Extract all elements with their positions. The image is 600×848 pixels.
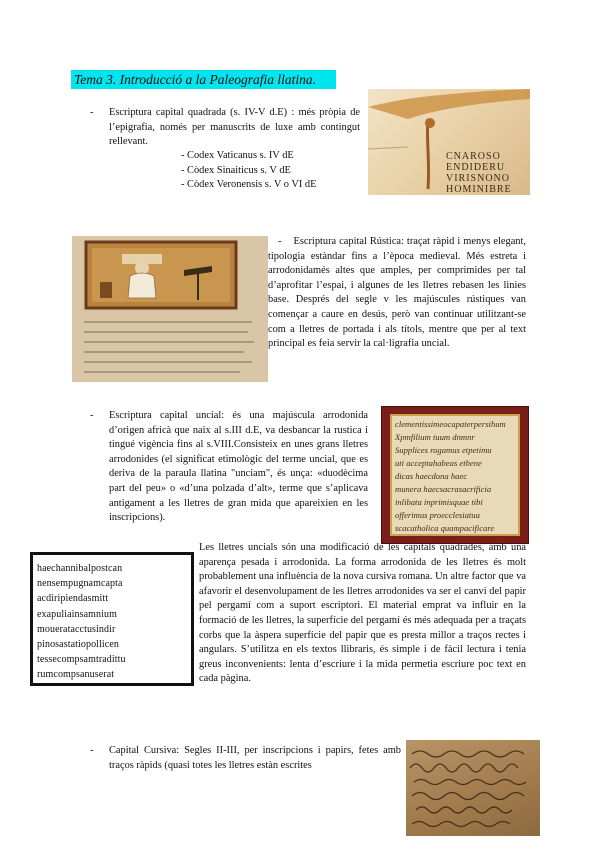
- capital-quadrada-image: [368, 89, 530, 195]
- quadrada-text: Escriptura capital quadrada (s. IV-V d.E) : més pròpia de l’epigrafia, només per manuscrits de luxe amb contingut rellevant.: [109, 107, 360, 148]
- text-wrap-spacer: [109, 541, 199, 686]
- uncial-continuation: Les lletres uncials són una modificació de les capitals quadrades, amb una aparença pesada i arrodonida. La forma arrodonida de les lletres és molt probablement una influència de la nova cursiva romana. Un altre factor que va afavorir el desenvolupament de les lletres arrodonides va ser el canvi del papir pel pergamí com a suport escriptori. El material emprat va influir en la formació de les lletres, la superfície del pergamí és més adequada per a traçats corbs que la àspera superfície del papir que es presta millor a traços rectes i angulars. S’utilitza en els textos llibraris, és simple i de fàcil lectura i tenia greus inconvenients: lenta d’escriure i la mida permetia escriure poc text en cada pàgina.: [109, 541, 526, 687]
- uncial-manuscript-image: [381, 406, 529, 544]
- cursiva-text: Capital Cursiva: Segles II-III, per inscripcions i papirs, fetes amb traços ràpids (quasi totes les lletres estàn escrites: [109, 745, 401, 771]
- codex-item: - Codex Vaticanus s. IV dE: [181, 150, 294, 161]
- bullet-cursiva: -: [90, 745, 94, 756]
- codex-item: - Còdex Veronensis s. V o VI dE: [181, 179, 317, 191]
- uncial-text: Escriptura capital uncial: és una majúscula arrodonida d’origen africà que naix al s.III d.E, va desbancar la rustica i tingué vigència fins al s.VIII.Consisteix en unes grans lletres arrodonides (el significat etimològic del terme uncial, que es deriva de la paraula llatina "unciam", és unça: «duodècima part del peu» o «d’una polzada d’alt», terme que s’aplicava antigament a les lletres de gran mida que apareixien en les inscripcions).: [109, 410, 368, 524]
- cursive-strokes: [406, 740, 540, 836]
- rustica-text: [268, 235, 526, 352]
- quadrada-lettering: CNAROSO ENDIDERU VIRISNONO HOMINIBRE: [446, 151, 512, 195]
- uncial-sample-lettering: haechannibalpostcan nensempugnamcapta acdiripiendasmitt exapuliainsamnium moueratacctusindir pinosastatiopollicen tessecompsamtradittu rumcompsanuserat: [37, 563, 126, 681]
- uncial-manuscript-lettering: clementissimeocapaterpersihum Xpmfilium tuum dnmnr Supplices rogamus etpetimu uti acceptahabeas etbene dicas haecdona haec munera haecsacrasacrificia inlibata inprimisquae tibi offerimus proecclesiatua scacatholica quampacificare: [395, 419, 506, 533]
- manuscript-page: [390, 414, 520, 536]
- rustica-body: Escriptura capital Rústica: traçat ràpid i menys elegant, tipologia estàndar fins a l’època medieval. Més estreta i arrodonidamés altes que amples, per comprimides per tal d’aprofitar l’espai, i algunes de les lletres rebasen les linies base. Després del segle v les majúscules rústiques van començar a caure en desús, però van continuar utilitzant-se com a lletres de portada i als títols, mentre que per al text principal es feia servir la cal·ligrafia uncial.: [268, 236, 526, 350]
- bullet-quadrada: -: [90, 107, 94, 118]
- bullet-rustica: -: [278, 236, 282, 247]
- capital-rustica-image: [72, 236, 268, 382]
- codex-item: - Còdex Sinaiticus s. V dE: [181, 164, 291, 176]
- cursiva-papyrus-image: [406, 740, 540, 836]
- codex-list: [181, 149, 316, 193]
- bullet-uncial: -: [90, 410, 94, 421]
- vergilius-miniature: [72, 236, 268, 382]
- page-title: Tema 3. Introducció a la Paleografia llatina.: [71, 70, 336, 89]
